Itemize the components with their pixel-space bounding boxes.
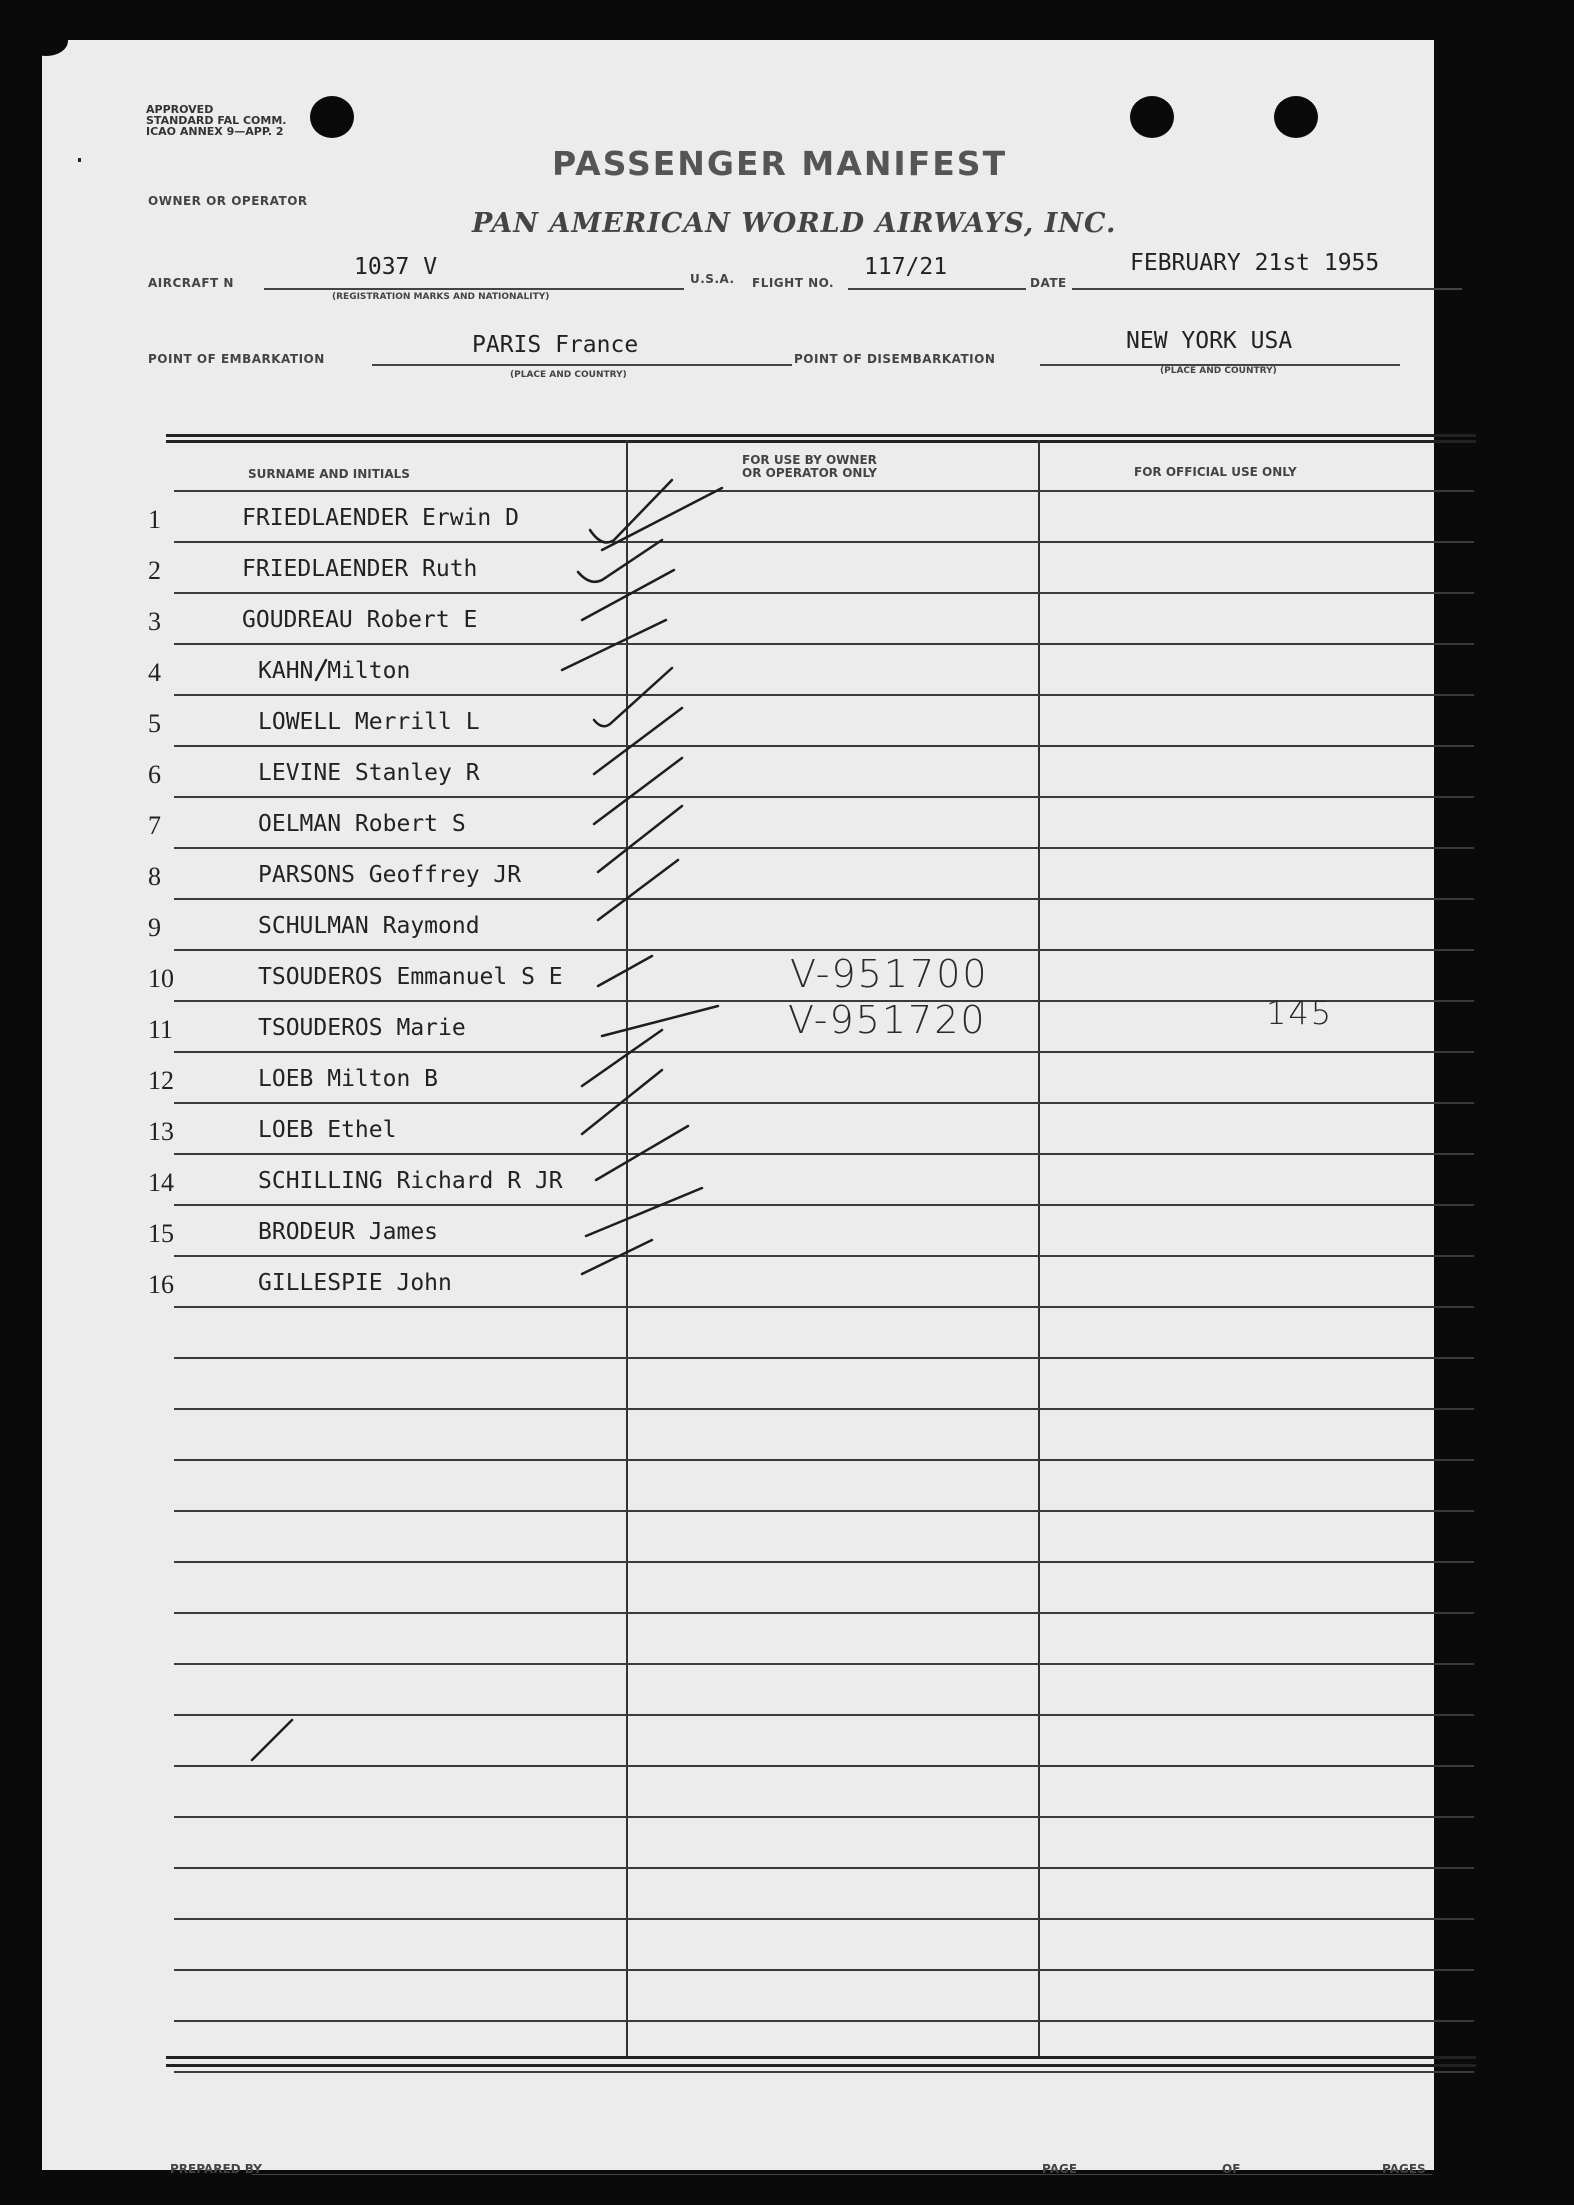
check-mark-16 <box>582 1240 652 1274</box>
official-number-row-11: 145 <box>1266 994 1334 1032</box>
disembark-value: NEW YORK USA <box>1126 328 1293 354</box>
embark-value: PARIS France <box>472 332 639 358</box>
manifest-page <box>42 40 1434 2176</box>
passenger-name: PARSONS Geoffrey JR <box>258 862 522 888</box>
embark-label: POINT OF EMBARKATION <box>148 352 325 366</box>
passenger-name: KAHN Milton <box>258 658 411 684</box>
footer-underline <box>252 2174 1432 2175</box>
page-title: PASSENGER MANIFEST <box>552 144 1008 183</box>
passenger-number: 1 <box>148 505 161 534</box>
passenger-name: GILLESPIE John <box>258 1270 452 1296</box>
airline-name: PAN AMERICAN WORLD AIRWAYS, INC. <box>472 208 1117 239</box>
passenger-name: LOEB Milton B <box>258 1066 439 1092</box>
passenger-number: 14 <box>148 1168 174 1197</box>
of-label: OF <box>1222 2162 1241 2176</box>
approval-line-2: STANDARD FAL COMM. <box>146 114 287 127</box>
check-mark-14 <box>596 1126 688 1180</box>
passenger-name: TSOUDEROS Marie <box>258 1015 466 1041</box>
passenger-name: SCHILLING Richard R JR <box>258 1168 563 1194</box>
disembark-label: POINT OF DISEMBARKATION <box>794 352 996 366</box>
passenger-number: 3 <box>148 607 161 636</box>
flight-label: FLIGHT NO. <box>752 276 835 290</box>
surname-header: SURNAME AND INITIALS <box>248 467 410 481</box>
page-label: PAGE <box>1042 2162 1078 2176</box>
passenger-name: FRIEDLAENDER Erwin D <box>242 505 519 531</box>
passenger-number: 16 <box>148 1270 174 1299</box>
visa-number-row-10: V-951700 <box>790 952 989 996</box>
passenger-name: LEVINE Stanley R <box>258 760 480 786</box>
owner-use-header-line-2: OR OPERATOR ONLY <box>742 466 877 480</box>
check-mark-9 <box>598 860 678 920</box>
date-value: FEBRUARY 21st 1955 <box>1130 250 1380 276</box>
check-mark-1 <box>590 480 672 542</box>
passenger-name: GOUDREAU Robert E <box>242 607 478 633</box>
check-mark-15 <box>586 1188 702 1236</box>
passenger-number: 6 <box>148 760 161 789</box>
check-mark-4 <box>562 620 666 670</box>
registration-note: (REGISTRATION MARKS AND NATIONALITY) <box>332 292 550 302</box>
passenger-number: 10 <box>148 964 174 993</box>
check-mark-6 <box>594 708 682 774</box>
usa-label: U.S.A. <box>690 272 735 286</box>
passenger-name: LOWELL Merrill L <box>258 709 480 735</box>
check-mark-8 <box>598 806 682 872</box>
passenger-name: OELMAN Robert S <box>258 811 466 837</box>
aircraft-value: 1037 V <box>354 254 438 280</box>
check-mark-10 <box>598 956 652 986</box>
check-mark-17 <box>252 1720 292 1760</box>
passenger-name: LOEB Ethel <box>258 1117 397 1143</box>
pages-label: PAGES <box>1382 2162 1426 2176</box>
embark-note: (PLACE AND COUNTRY) <box>510 370 627 380</box>
owner-use-header-line-1: FOR USE BY OWNER <box>742 453 877 467</box>
passenger-number: 7 <box>148 811 161 840</box>
passenger-number: 4 <box>148 658 161 687</box>
flight-value: 117/21 <box>864 254 948 280</box>
check-mark-2 <box>578 540 662 582</box>
check-mark-13 <box>582 1070 662 1134</box>
disembark-note: (PLACE AND COUNTRY) <box>1160 366 1277 376</box>
passenger-number: 2 <box>148 556 161 585</box>
prepared-by-label: PREPARED BY <box>170 2162 262 2176</box>
passenger-number: 5 <box>148 709 161 738</box>
passenger-number: 11 <box>148 1015 174 1044</box>
table-bottom-rule-2 <box>166 2064 1476 2067</box>
passenger-number: 8 <box>148 862 161 891</box>
passenger-number: 12 <box>148 1066 174 1095</box>
passenger-name: TSOUDEROS Emmanuel S E <box>258 964 563 990</box>
check-mark-7 <box>594 758 682 824</box>
check-mark-3 <box>582 570 674 620</box>
approval-line-1: APPROVED <box>146 103 214 116</box>
approval-line-3: ICAO ANNEX 9—APP. 2 <box>146 125 284 138</box>
official-use-header: FOR OFFICIAL USE ONLY <box>1134 465 1297 479</box>
passenger-number: 9 <box>148 913 161 942</box>
check-mark-kahn <box>316 660 326 680</box>
table-bottom-rule <box>166 2056 1476 2059</box>
passenger-name: FRIEDLAENDER Ruth <box>242 556 478 582</box>
passenger-number: 13 <box>148 1117 174 1146</box>
passenger-name: SCHULMAN Raymond <box>258 913 480 939</box>
check-mark-12 <box>582 1030 662 1086</box>
check-marks <box>42 40 1434 2170</box>
owner-label: OWNER OR OPERATOR <box>148 194 308 208</box>
passenger-name: BRODEUR James <box>258 1219 439 1245</box>
date-label: DATE <box>1030 276 1067 290</box>
visa-number-row-11: V-951720 <box>788 998 987 1042</box>
passenger-number: 15 <box>148 1219 174 1248</box>
check-mark-5 <box>594 668 672 726</box>
aircraft-label: AIRCRAFT N <box>148 276 234 290</box>
